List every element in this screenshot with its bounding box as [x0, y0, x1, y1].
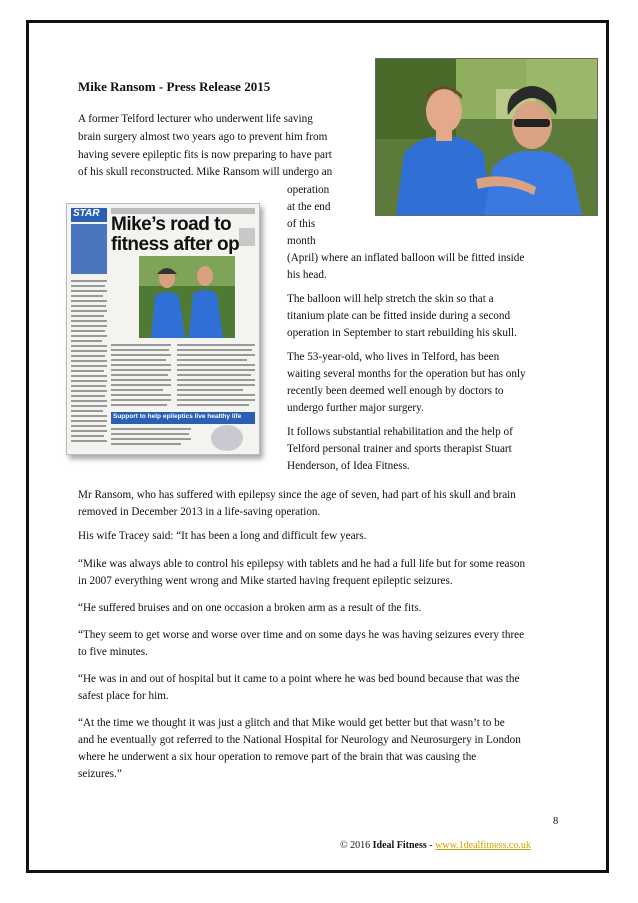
para-line: Henderson, of Idea Fitness.: [287, 460, 410, 472]
para-line: undergo further major surgery.: [287, 402, 424, 414]
body-line: in 2007 everything went wrong and Mike started having frequent epileptic seizures.: [78, 575, 453, 587]
footer-brand: Ideal Fitness: [372, 840, 427, 851]
body-line: seizures.”: [78, 768, 122, 780]
body-line: “He suffered bruises and on one occasion a broken arm as a result of the fits.: [78, 602, 422, 614]
para-line: recently been deemed well enough by doctors to: [287, 385, 504, 397]
body-line: “They seem to get worse and worse over time and on some days he was having seizures every three: [78, 629, 525, 641]
body-line: “He was in and out of hospital but it came to a point where he was bed bound because that was the: [78, 673, 520, 685]
body-line: safest place for him.: [78, 690, 169, 702]
narrow-line: of this: [287, 218, 316, 230]
page-number: 8: [553, 816, 559, 827]
narrow-line: at the end: [287, 201, 331, 213]
footer-website-link[interactable]: www.1dealfitness.co.uk: [435, 840, 531, 851]
para-line: The balloon will help stretch the skin so that a: [287, 293, 494, 305]
clipping-caption: Support to help epileptics live healthy life: [113, 413, 242, 420]
body-line: where he underwent a six hour operation to remove part of the brain that was causing the: [78, 751, 477, 763]
intro-line: brain surgery almost two years ago to prevent him from: [78, 131, 328, 143]
footer-separator: -: [429, 840, 433, 851]
para-line: titanium plate can be fitted inside during a second: [287, 310, 511, 322]
body-line: “Mike was always able to control his epilepsy with tablets and he had a full life but for some reason: [78, 558, 526, 570]
clipping-headline-1: Mike’s road to: [111, 214, 232, 235]
para-line: operation in September to start rebuilding his skull.: [287, 327, 517, 339]
footer-copyright: © 2016: [340, 840, 371, 851]
intro-line: having severe epileptic fits is now preparing to have part: [78, 149, 332, 161]
body-line: Mr Ransom, who has suffered with epilepsy since the age of seven, had part of his skull and brain: [78, 489, 516, 501]
para-line: It follows substantial rehabilitation and the help of: [287, 426, 513, 438]
para-line: (April) where an inflated balloon will be fitted inside: [287, 252, 525, 264]
body-line: and he eventually got referred to the National Hospital for Neurology and Neurosurgery in London: [78, 734, 521, 746]
newspaper-clipping: [66, 203, 260, 455]
body-line: to five minutes.: [78, 646, 148, 658]
footer: [340, 840, 531, 851]
narrow-line: operation: [287, 184, 330, 196]
intro-line: A former Telford lecturer who underwent life saving: [78, 113, 313, 125]
body-line: removed in December 2013 in a life-saving operation.: [78, 506, 321, 518]
para-line: The 53-year-old, who lives in Telford, has been: [287, 351, 500, 363]
para-line: waiting several months for the operation but has only: [287, 368, 526, 380]
para-line: his head.: [287, 269, 327, 281]
page-title: Mike Ransom - Press Release 2015: [78, 79, 271, 94]
clipping-headline-2: fitness after op: [111, 234, 240, 255]
narrow-line: month: [287, 235, 316, 247]
body-line: “At the time we thought it was just a glitch and that Mike would get better but that wasn’t to be: [78, 717, 505, 729]
para-line: Telford personal trainer and sports therapist Stuart: [287, 443, 512, 455]
clipping-masthead: STAR: [73, 208, 100, 219]
intro-line: of his skull reconstructed. Mike Ransom will undergo an: [78, 166, 333, 178]
photo-two-men: [375, 58, 598, 216]
body-line: His wife Tracey said: “It has been a long and difficult few years.: [78, 530, 367, 542]
